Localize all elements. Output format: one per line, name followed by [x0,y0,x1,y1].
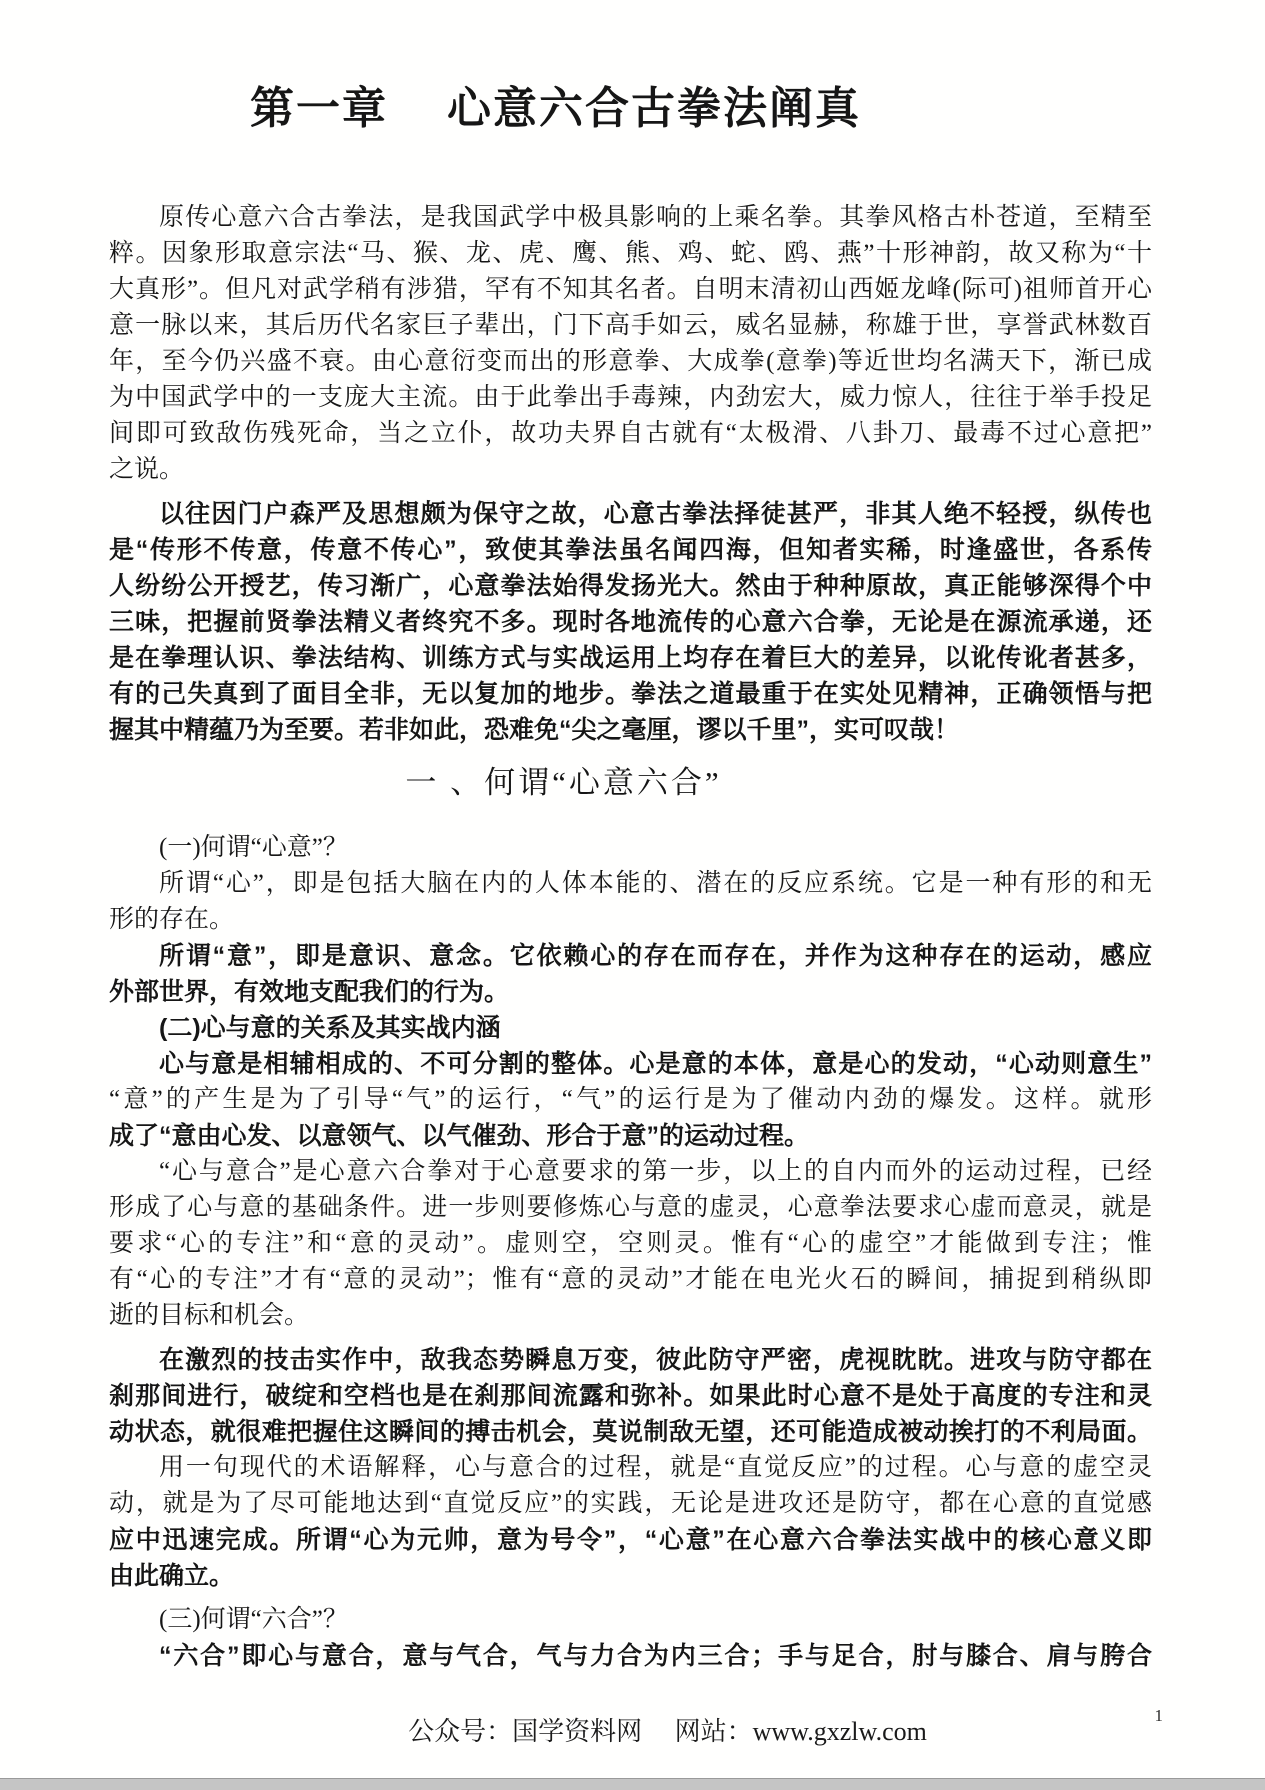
text-line: (一)何谓“心意”？ [159,834,348,861]
text-line: 粹。因象形取意宗法“马、猴、龙、虎、鹰、熊、鸡、蛇、鸥、燕”十形神韵，故又称为“十 [109,240,1152,267]
text-line: 三味，把握前贤拳法精义者终究不多。现时各地流传的心意六合拳，无论是在源流承递，还 [109,608,1152,636]
text-line: 应中迅速完成。所谓“心为元帅，意为号令”，“心意”在心意六合拳法实战中的核心意义即 [109,1526,1152,1554]
text-line: 有“心的专注”才有“意的灵动”；惟有“意的灵动”才能在电光火石的瞬间，捕捉到稍纵即 [109,1266,1152,1293]
text-line: 成了“意由心发、以意领气、以气催劲、形合于意”的运动过程。 [109,1122,810,1150]
text-line: 动状态，就很难把握住这瞬间的搏击机会，莫说制敌无望，还可能造成被动挨打的不利局面。 [109,1418,1152,1446]
text-line: 心与意是相辅相成的、不可分割的整体。心是意的本体，意是心的发动，“心动则意生” [159,1050,1152,1078]
body-lines [109,200,1152,1674]
text-line: 动，就是为了尽可能地达到“直觉反应”的实践，无论是进攻还是防守，都在心意的直觉感 [109,1490,1152,1517]
page-edge-bar [0,1778,1265,1790]
text-line: 握其中精蕴乃为至要。若非如此，恐难免“尖之毫厘，谬以千里”，实可叹哉！ [109,716,960,744]
text-line: 年，至今仍兴盛不衰。由心意衍变而出的形意拳、大成拳(意拳)等近世均名满天下，渐已成 [109,348,1152,375]
text-line: 由此确立。 [109,1562,235,1590]
text-line: 是“传形不传意，传意不传心”，致使其拳法虽名闻四海，但知者实稀，时逢盛世，各系传 [109,536,1152,564]
text-line: 要求“心的专注”和“意的灵动”。虚则空，空则灵。惟有“心的虚空”才能做到专注；惟 [109,1230,1152,1257]
footer-text: 公众号：国学资料网 网站：www.gxzlw.com [408,1717,927,1746]
text-line: 刹那间进行，破绽和空档也是在刹那间流露和弥补。如果此时心意不是处于高度的专注和灵 [109,1382,1152,1410]
text-line: 在激烈的技击实作中，敌我态势瞬息万变，彼此防守严密，虎视眈眈。进攻与防守都在 [159,1346,1152,1374]
text-line: (二)心与意的关系及其实战内涵 [159,1014,501,1042]
text-line: 大真形”。但凡对武学稍有涉猎，罕有不知其名者。自明末清初山西姬龙峰(际可)祖师首开心 [109,276,1152,303]
text-line: “六合”即心与意合，意与气合，气与力合为内三合；手与足合，肘与膝合、肩与胯合 [159,1642,1152,1670]
text-line: “意”的产生是为了引导“气”的运行，“气”的运行是为了催动内劲的爆发。这样。就形 [109,1086,1152,1113]
text-line: 用一句现代的术语解释，心与意合的过程，就是“直觉反应”的过程。心与意的虚空灵 [159,1454,1152,1481]
text-line: 是在拳理认识、拳法结构、训练方式与实战运用上均存在着巨大的差异，以讹传讹者甚多， [109,644,1152,672]
text-line: 以往因门户森严及思想颇为保守之故，心意古拳法择徒甚严，非其人绝不轻授，纵传也 [159,500,1152,528]
text-line: 外部世界，有效地支配我们的行为。 [109,978,510,1006]
text-line: 形成了心与意的基础条件。进一步则要修炼心与意的虚灵，心意拳法要求心虚而意灵，就是 [109,1194,1152,1221]
text-line: 人纷纷公开授艺，传习渐广，心意拳法始得发扬光大。然由于种种原故，真正能够深得个中 [109,572,1152,600]
section-heading: 一 、何谓“心意六合” [405,765,722,800]
text-line: 间即可致敌伤残死命，当之立仆，故功夫界自古就有“太极滑、八卦刀、最毒不过心意把” [109,420,1152,447]
text-line: 意一脉以来，其后历代名家巨子辈出，门下高手如云，威名显赫，称雄于世，享誉武林数百 [109,312,1152,339]
text-line: 逝的目标和机会。 [109,1302,310,1329]
text-line: 所谓“意”，即是意识、意念。它依赖心的存在而存在，并作为这种存在的运动，感应 [159,942,1152,970]
text-line: 原传心意六合古拳法，是我国武学中极具影响的上乘名拳。其拳风格古朴苍道，至精至 [159,204,1152,231]
text-line: “心与意合”是心意六合拳对于心意要求的第一步，以上的自内而外的运动过程，已经 [159,1158,1152,1185]
text-line: 之说。 [109,456,185,483]
footer [0,1711,1265,1748]
text-line: (三)何谓“六合”？ [159,1606,348,1633]
chapter-title: 第一章 心意六合古拳法阐真 [250,84,861,133]
page-number: 1 [1154,1706,1163,1725]
text-line: 为中国武学中的一支庞大主流。由于此拳出手毒辣，内劲宏大，威力惊人，往往于举手投足 [109,384,1152,411]
page-content [109,0,1152,1674]
text-line: 形的存在。 [109,906,235,933]
text-line: 有的己失真到了面目全非，无以复加的地步。拳法之道最重于在实处见精神，正确领悟与把 [109,680,1152,708]
text-line: 所谓“心”，即是包括大脑在内的人体本能的、潜在的反应系统。它是一种有形的和无 [159,870,1152,897]
